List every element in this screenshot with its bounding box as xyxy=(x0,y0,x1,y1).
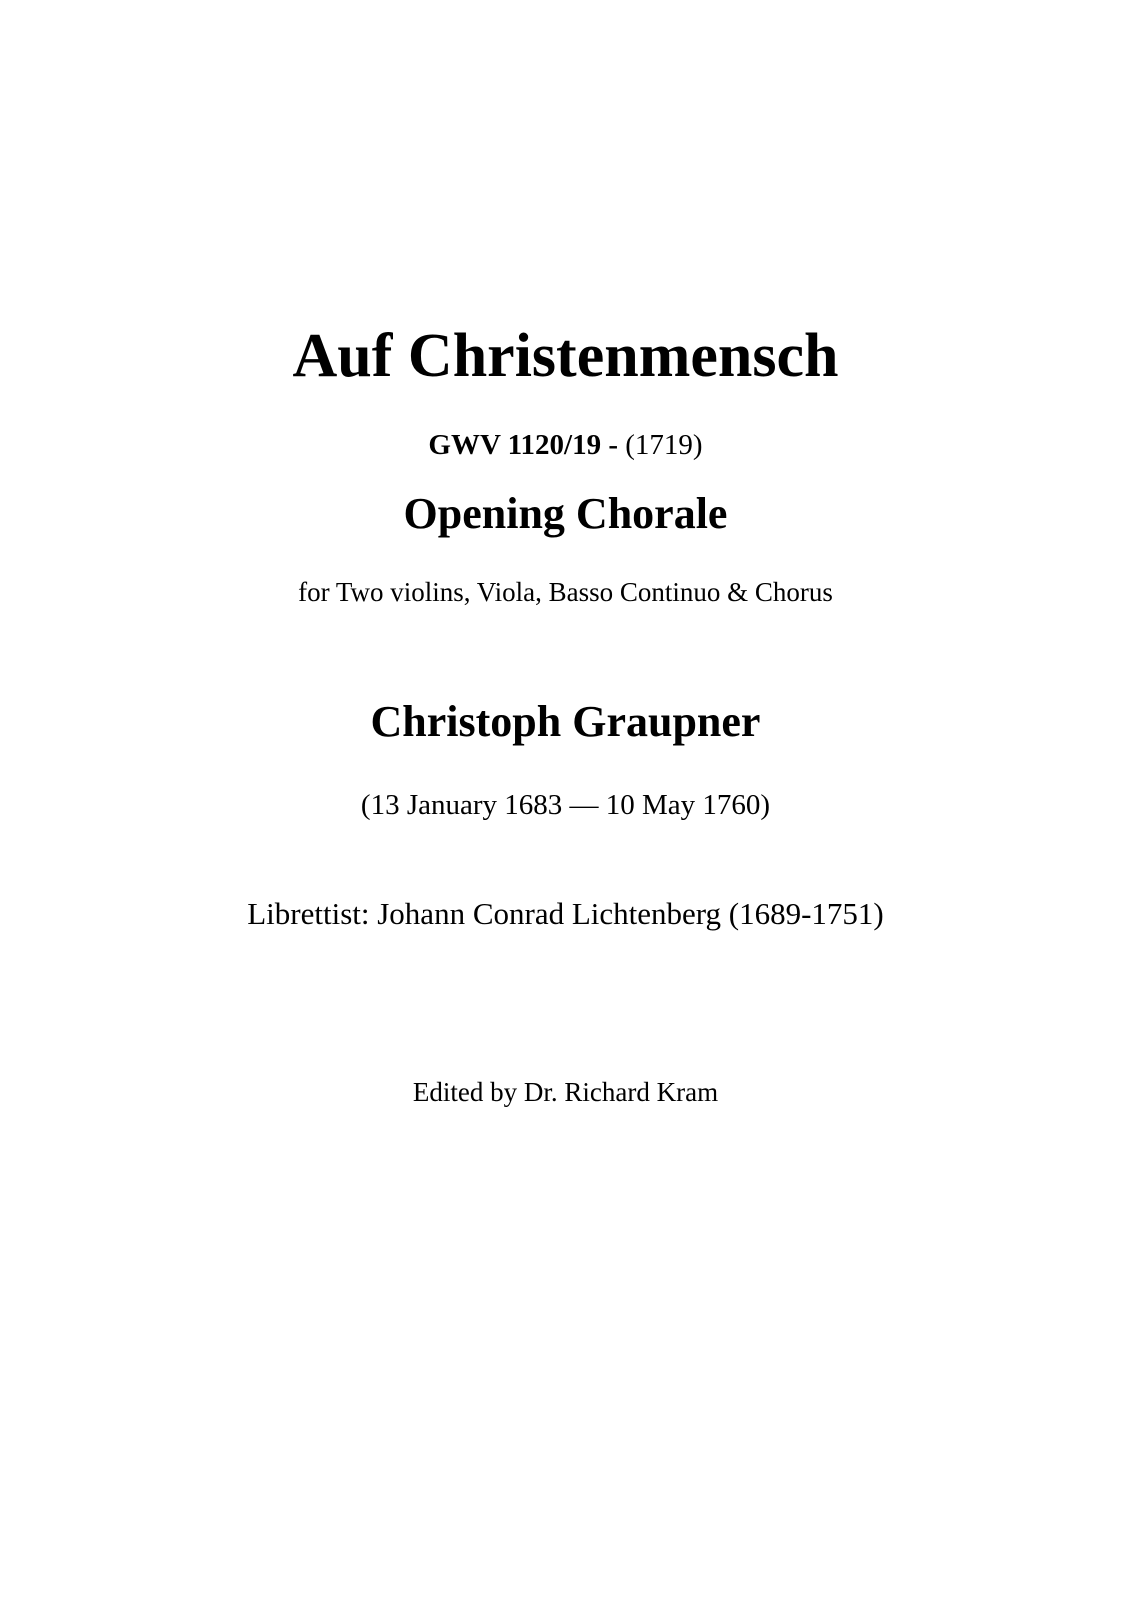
librettist-credit: Librettist: Johann Conrad Lichtenberg (1689-1751) xyxy=(247,896,884,931)
composer-dates: (13 January 1683 — 10 May 1760) xyxy=(360,789,771,821)
composer-name: Christoph Graupner xyxy=(370,697,761,746)
catalog-number: GWV 1120/19 - xyxy=(428,429,618,461)
composition-year: (1719) xyxy=(625,429,703,461)
movement-title: Opening Chorale xyxy=(403,489,728,538)
work-title: Auf Christenmensch xyxy=(292,322,839,390)
editor-credit: Edited by Dr. Richard Kram xyxy=(412,1077,719,1107)
instrumentation: for Two violins, Viola, Basso Continuo & Chorus xyxy=(298,577,833,607)
catalog-line xyxy=(0,427,1131,463)
